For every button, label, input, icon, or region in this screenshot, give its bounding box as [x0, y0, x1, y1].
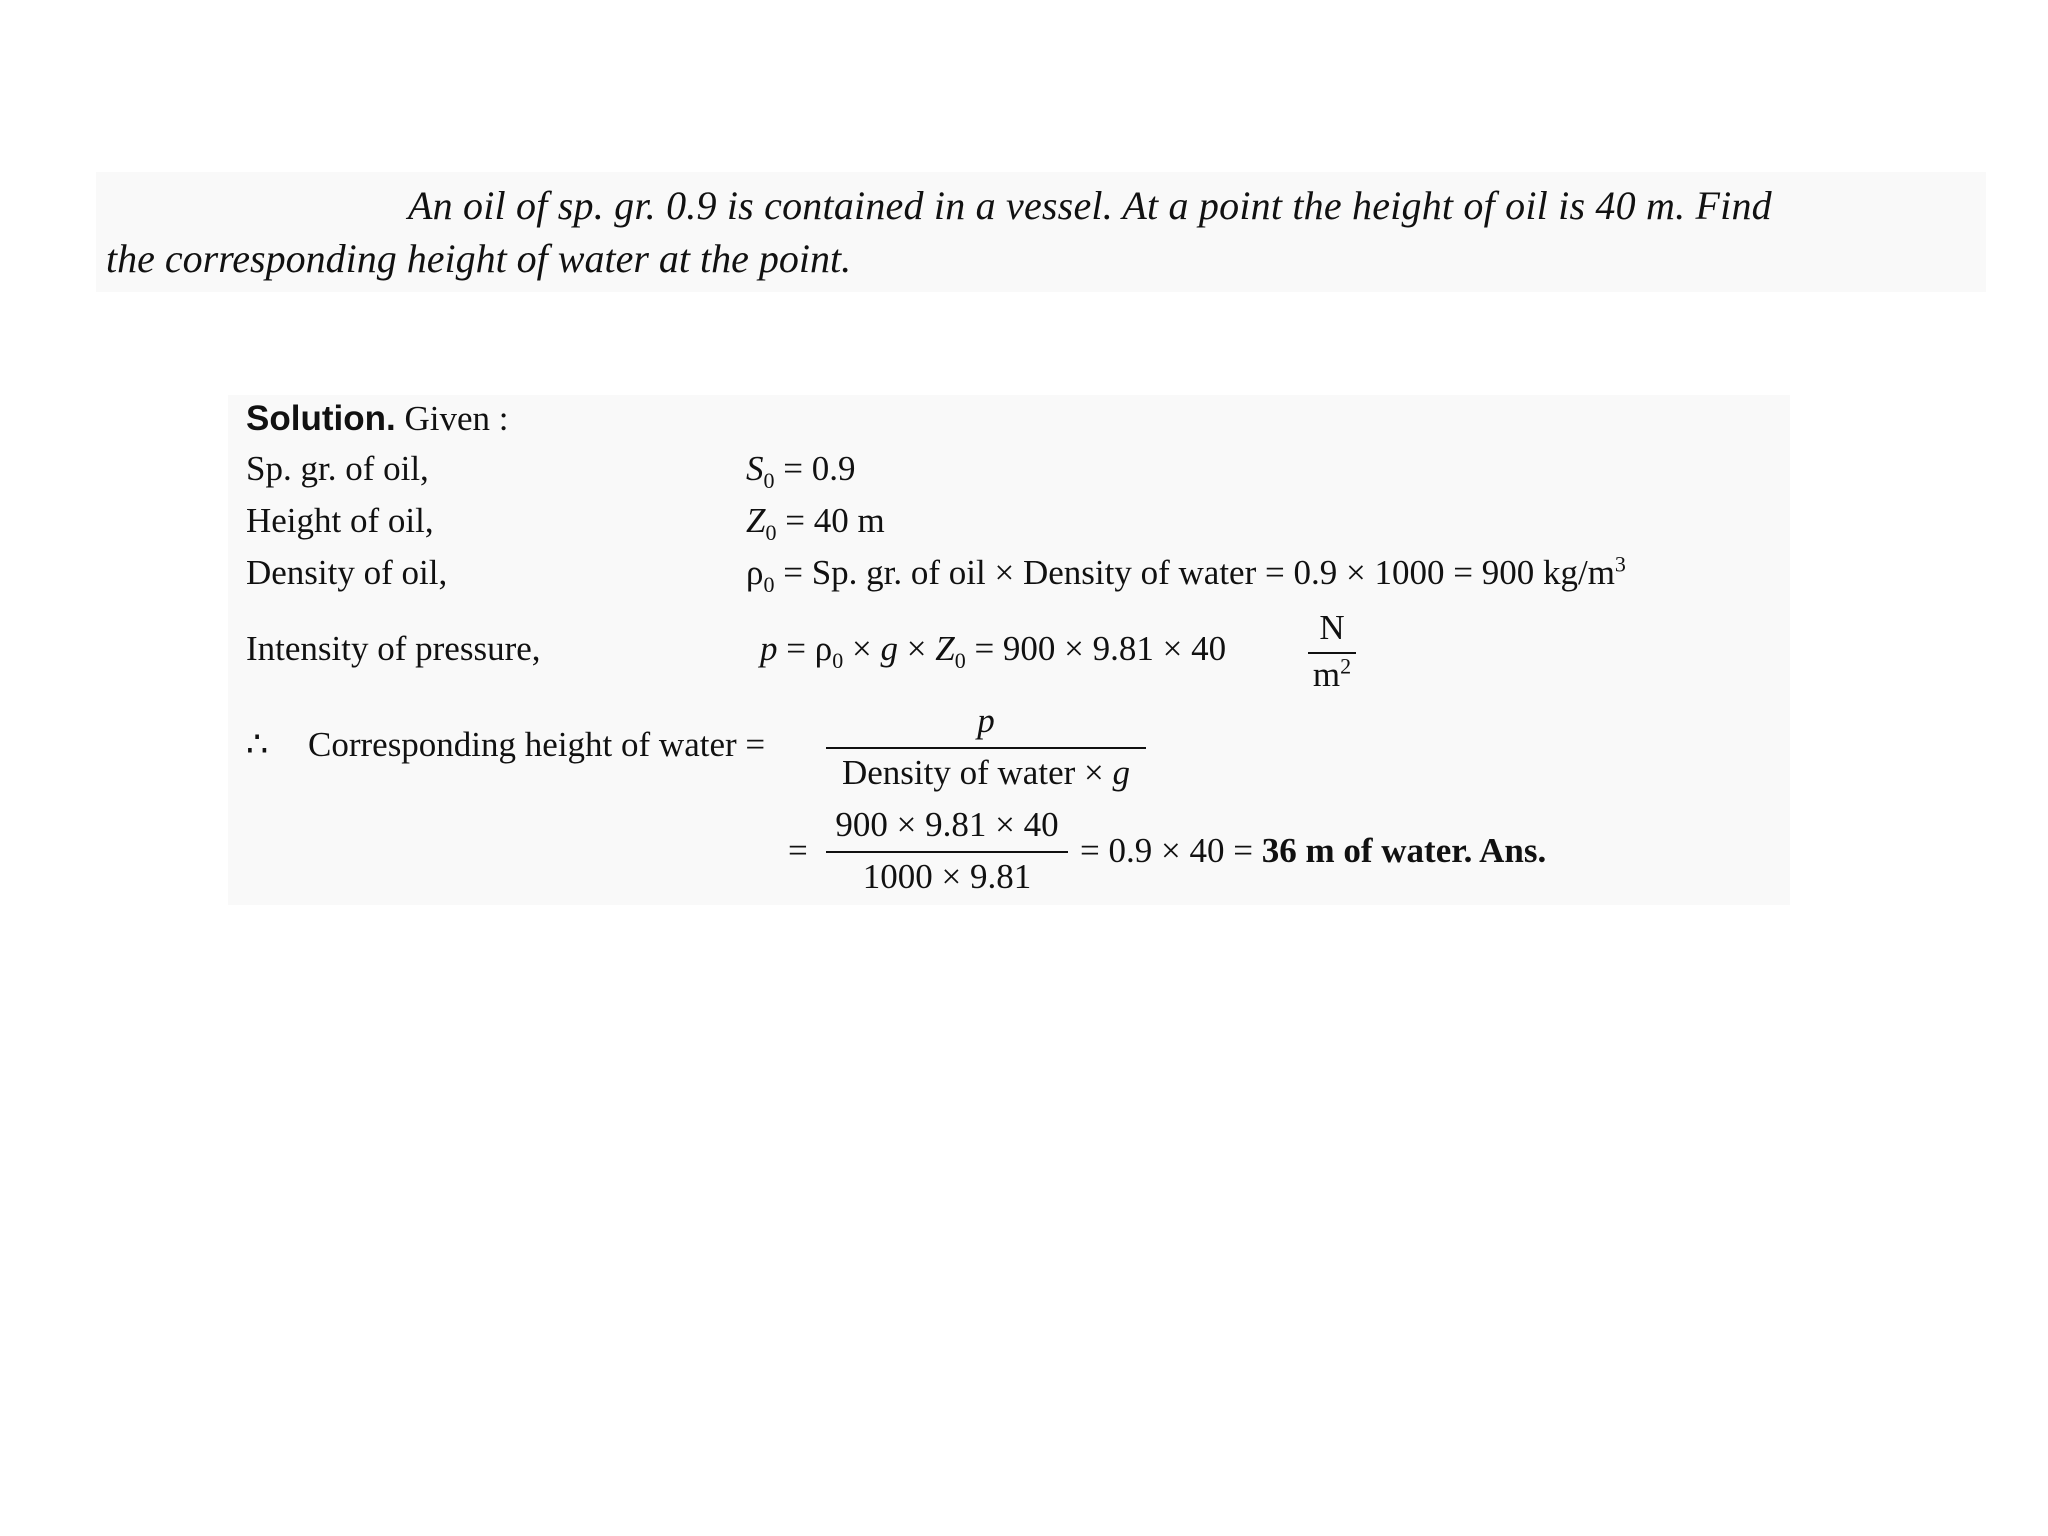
fraction1-bar	[826, 747, 1146, 749]
equals-sign: =	[788, 831, 808, 870]
expr-part: = 900 × 9.81 × 40	[965, 629, 1227, 668]
answer: 36 m of water. Ans.	[1261, 831, 1547, 870]
row-label-sp-gr: Sp. gr. of oil,	[246, 449, 429, 488]
fraction1-denominator	[826, 753, 1146, 793]
row-label-height: Height of oil,	[246, 501, 434, 540]
unit-numerator: N	[1319, 608, 1345, 647]
unit-denominator	[1308, 655, 1356, 695]
corresponding-label: Corresponding height of water =	[308, 725, 766, 764]
row-expr-height	[746, 501, 885, 545]
expr-value: = 40 m	[776, 501, 885, 540]
symbol-rho: ρ	[746, 553, 764, 592]
solution-heading: Solution.	[246, 399, 396, 438]
den-text: Density of water ×	[842, 753, 1113, 792]
fraction2-bar	[826, 851, 1068, 853]
fraction2-numerator: 900 × 9.81 × 40	[835, 805, 1059, 844]
row-expr-pressure	[760, 629, 1227, 673]
subscript: 0	[763, 468, 775, 493]
given-label: Given :	[404, 399, 509, 438]
subscript: 0	[765, 520, 777, 545]
solution-heading-line	[246, 399, 508, 439]
row-expr-sp-gr	[746, 449, 856, 493]
row-expr-density	[746, 551, 1626, 597]
problem-line-2: the corresponding height of water at the point.	[106, 236, 852, 281]
subscript: 0	[832, 648, 844, 673]
expr-value: = Sp. gr. of oil × Density of water = 0.9 × 1000 = 900 kg/m	[774, 553, 1615, 592]
therefore-symbol: ∴	[246, 725, 269, 764]
fraction1-numerator: p	[977, 701, 995, 740]
row-label-pressure: Intensity of pressure,	[246, 629, 541, 668]
final-result	[1080, 831, 1546, 871]
expr-part: = ρ	[777, 629, 833, 668]
superscript: 3	[1614, 551, 1626, 577]
problem-line-1: An oil of sp. gr. 0.9 is contained in a vessel. At a point the height of oil is 40 m. Find	[408, 183, 1772, 228]
expr-value: = 0.9	[774, 449, 856, 488]
problem-statement	[96, 172, 1986, 292]
fraction2-denominator: 1000 × 9.81	[862, 857, 1032, 896]
symbol-p: p	[760, 629, 778, 668]
subscript: 0	[763, 572, 775, 597]
expr-part: ×	[897, 629, 936, 668]
unit-den-text: m	[1312, 655, 1341, 694]
solution-block	[228, 395, 1790, 905]
result-expr: = 0.9 × 40 =	[1080, 831, 1253, 870]
row-label-density: Density of oil,	[246, 553, 448, 592]
expr-part: ×	[843, 629, 881, 668]
subscript: 0	[954, 648, 966, 673]
symbol-z: Z	[935, 629, 955, 668]
symbol-g: g	[1112, 753, 1130, 792]
symbol-g: g	[880, 629, 898, 668]
symbol-s: S	[746, 449, 764, 488]
superscript: 2	[1340, 653, 1352, 679]
symbol-z: Z	[746, 501, 766, 540]
